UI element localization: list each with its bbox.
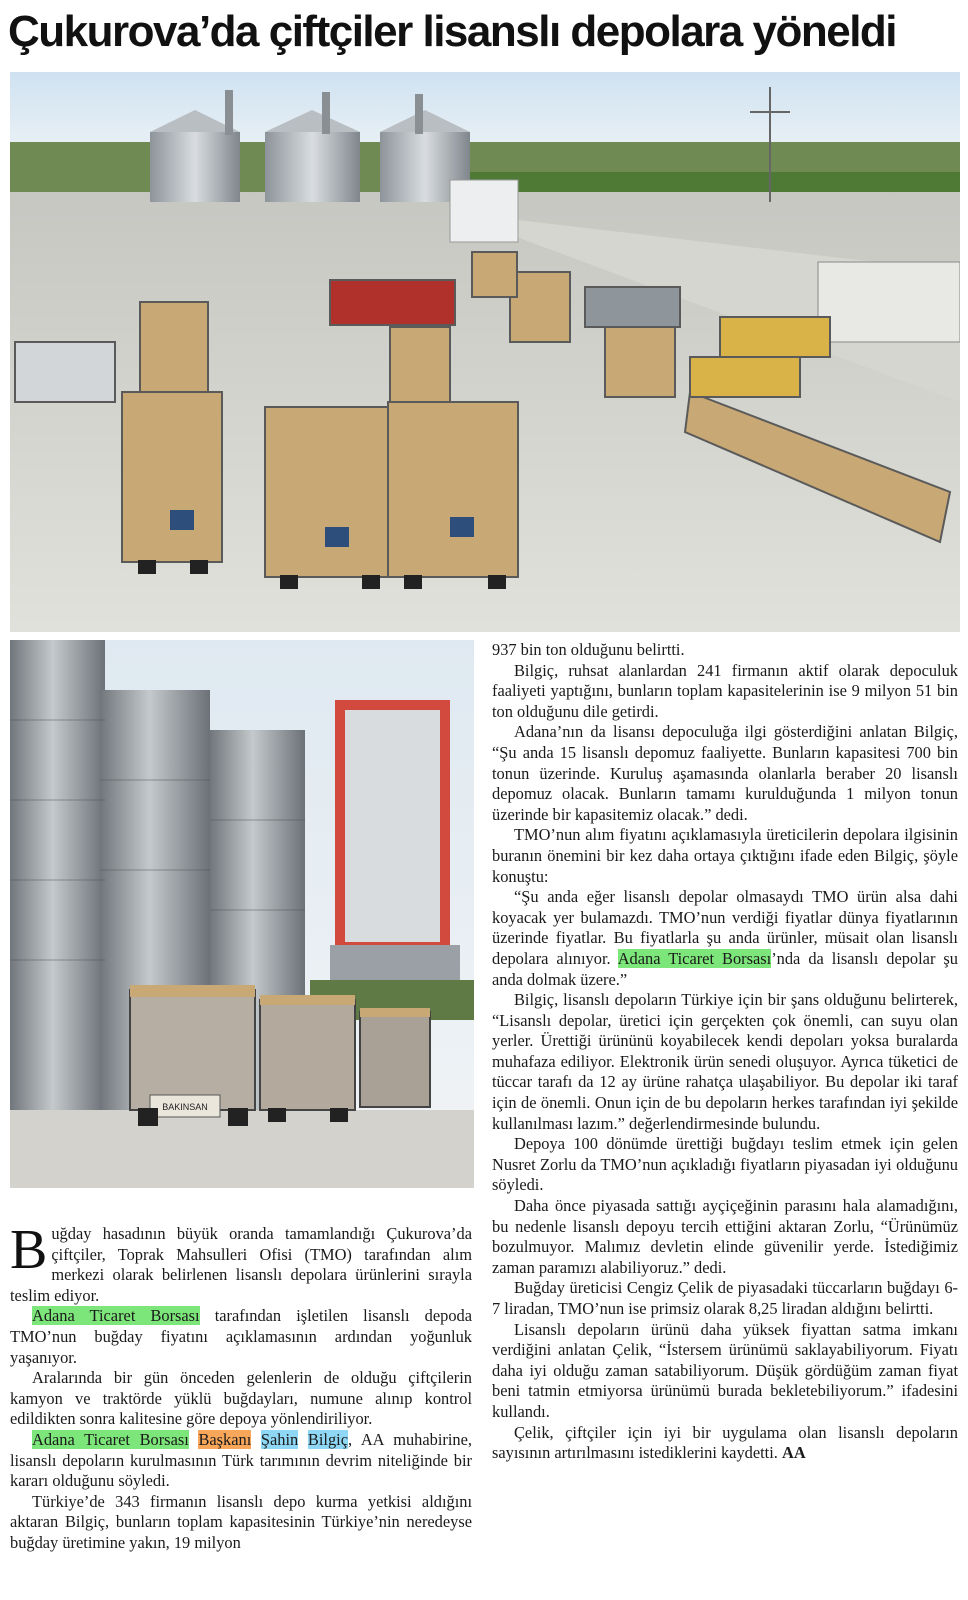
headline: Çukurova’da çiftçiler lisanslı depolara yöneldi <box>8 7 897 56</box>
photo-trucks-at-silos <box>10 72 960 632</box>
paragraph <box>10 1430 472 1492</box>
drop-cap: B <box>10 1219 48 1281</box>
article-column-right <box>492 640 958 1464</box>
highlight-title: Başkanı <box>198 1429 252 1449</box>
highlight-organization: Adana Ticaret Borsası <box>617 948 772 968</box>
paragraph: Bilgiç, ruhsat alanlardan 241 firmanın aktif olarak depoculuk faaliyeti yaptığını, bunların toplam kapasitelerinin ise 9 milyon 51 bin ton olduğunu dile getirdi. <box>492 660 958 721</box>
paragraph: Bilgiç, lisanslı depoların Türkiye için bir şans olduğunu belirterek, “Lisanslı depolar, üretici için gerçekten çok önemli, can suyu olan yerler. Ürettiği ürününü koyabilecek kendi depoları yoksa buralarda muhafaza ediliyor. Elektronik ürün senedi oluşuyor. Ayrıca tüketici de tüccar tarafı da 12 ay ürüne rahatça ulaşabiliyor. Bu depolar iki taraf için de önemli. Onun için de bu depoların herkes tarafından iyi şekilde kullanılması lazım.” değerlendirmesinde bulundu. <box>492 990 958 1133</box>
paragraph-text: , AA muhabirine, lisanslı depoların kurulmasının Türk tarımının devrim niteliğinde bir kararı olduğunu söyledi. <box>10 1429 472 1491</box>
article-column-left <box>10 1219 472 1554</box>
paragraph: Lisanslı depoların ürünü daha yüksek fiyattan satma imkanı verdiğini anlatan Çelik, “İstersem ürünümü saklayabiliyorum. Fiyatı daha iyi olduğu zaman satabiliyorum. Düşük gördüğüm zaman fiyat beni tatmin etmiyorsa ürünümü burada bekletebiliyorum.” ifadesini kullandı. <box>492 1319 958 1421</box>
trucks-between-silos-image <box>10 640 474 1188</box>
truck-plate: BAKINSAN <box>162 1102 208 1112</box>
paragraph <box>492 887 958 990</box>
highlight-organization: Adana Ticaret Borsası <box>32 1429 189 1449</box>
paragraph <box>10 1306 472 1368</box>
paragraph-text: ’nda da lisanslı depolar şu anda dolmak üzere.” <box>492 948 958 989</box>
paragraph <box>10 1219 472 1306</box>
paragraph: Adana’nın da lisansı depoculuğa ilgi gösterdiğini anlatan Bilgiç, “Şu anda 15 lisanslı depomuz faaliyette. Bunların kapasitesi 700 bin tonun üzerinde. Kuruluş aşamasında olanlarla beraber 20 lisanslı depomuz olacak. Bunların tamamı kurulduğunda 1 milyon tonun üzerinde bir kapasitemiz olacak.” dedi. <box>492 722 958 824</box>
agency-signature: AA <box>781 1443 806 1463</box>
paragraph: TMO’nun alım fiyatını açıklamasıyla üreticilerin depolara ilgisinin buranın önemini bir kez daha ortaya çıktığını ifade eden Bilgiç, şöyle konuştu: <box>492 825 958 886</box>
paragraph-text: Çelik, çiftçiler için iyi bir uygulama olan lisanslı depoların sayısının artırılmasını istediklerini kaydetti. <box>492 1422 958 1463</box>
paragraph: Aralarında bir gün önceden gelenlerin de olduğu çiftçilerin kamyon ve traktörde yüklü buğdayları, numune alınıp kontrol edildikten sonra kalitesine göre depoya yönlendiriliyor. <box>10 1368 472 1429</box>
trucks-at-silos-image <box>10 72 960 632</box>
paragraph-text: tarafından işletilen lisanslı depoda TMO’nun buğday fiyatını açıklamasının ardından yoğunluk yaşanıyor. <box>10 1306 472 1367</box>
paragraph: Türkiye’de 343 firmanın lisanslı depo kurma yetkisi aldığını aktaran Bilgiç, bunların toplam kapasitesinin Türkiye’nin neredeyse buğday üretimine yakın, 19 milyon <box>10 1491 472 1552</box>
paragraph: Daha önce piyasada sattığı ayçiçeğinin parasını hala alamadığını, bu nedenle lisanslı depoyu tercih ettiğini aktaran Zorlu, “Ürünümüz bozulmuyor. Malımız devletin elinde güvenilir yerde. İstediğimiz zaman paramızı alabiliyoruz.” dedi. <box>492 1196 958 1277</box>
highlight-organization: Adana Ticaret Borsası <box>32 1306 200 1326</box>
paragraph-continued: 937 bin ton olduğunu belirtti. <box>492 640 685 659</box>
paragraph: Depoya 100 dönümde ürettiği buğdayı teslim etmek için gelen Nusret Zorlu da TMO’nun açıkladığı fiyatların piyasadan iyi olduğunu söyledi. <box>492 1134 958 1195</box>
paragraph-text: uğday hasadının büyük oranda tamamlandığı Çukurova’da çiftçiler, Toprak Mahsulleri Ofisi (TMO) tarafından alım merkezi olarak belirlenen lisanslı depolara ürünlerini sırayla teslim ediyor. <box>10 1224 472 1305</box>
paragraph <box>492 1423 958 1464</box>
paragraph: Buğday üreticisi Cengiz Çelik de piyasadaki tüccarların buğdayı 6-7 liradan, TMO’nun ise primsiz olarak 8,25 liradan aldığını belirtti. <box>492 1278 958 1318</box>
paragraph-text: “Şu anda eğer lisanslı depolar olmasaydı TMO ürün alsa dahi koyacak yer bulamazdı. TMO’nun verdiği fiyatlar dünya fiyatlarının üzerinde fiyatlar. Bu fiyatlarla şu anda ürünler, müsait olan lisanslı depolara alınıyor. <box>492 887 958 968</box>
highlight-first-name: Şahin <box>260 1429 299 1449</box>
highlight-last-name: Bilgiç <box>307 1429 348 1449</box>
photo-trucks-between-silos <box>10 640 474 1188</box>
